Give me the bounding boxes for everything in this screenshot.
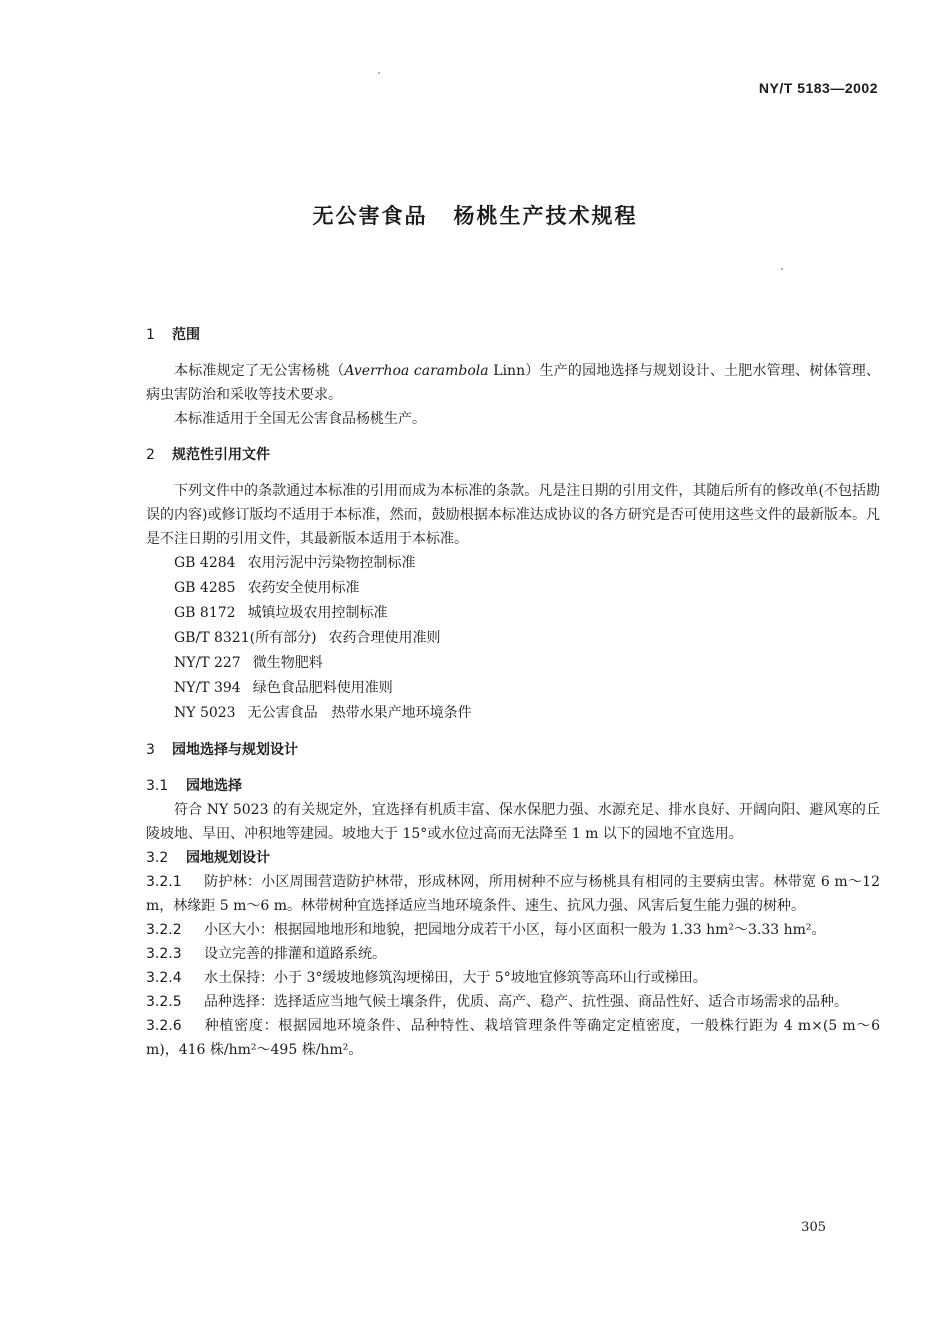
site-selection-paragraph: 符合 NY 5023 的有关规定外，宜选择有机质丰富、保水保肥力强、水源充足、排水良好、开阔向阳、避风寒的丘陵坡地、旱田、冲积地等建园。坡地大于 15°或水位过高而无法降至 1 m 以下的园地不宜选用。 [146, 802, 880, 842]
scope-paragraph-1: 本标准规定了无公害杨桃（Averrhoa carambola Linn）生产的园地选择与规划设计、土肥水管理、树体管理、病虫害防治和采收等技术要求。 [146, 363, 880, 403]
scan-speck [781, 268, 783, 270]
scan-speck [378, 72, 380, 74]
document-body [146, 323, 880, 1062]
clause-3-2-6: 3.2.6 种植密度：根据园地环境条件、品种特性、栽培管理条件等确定定植密度，一般株行距为 4 m×(5 m～6 m)，416 株/hm²～495 株/hm²。 [146, 1018, 880, 1058]
standard-code: NY/T 5183—2002 [758, 80, 878, 96]
subsection-title: 园地规划设计 [186, 850, 270, 866]
section-2-heading [146, 443, 880, 467]
reference-item: GB/T 8321(所有部分) 农药合理使用准则 [174, 630, 441, 646]
section-number: 3 [146, 742, 155, 758]
clause-3-2-2: 3.2.2 小区大小：根据园地地形和地貌，把园地分成若干小区，每小区面积一般为 1.33 hm²～3.33 hm²。 [146, 922, 826, 938]
reference-item: NY/T 394 绿色食品肥料使用准则 [174, 680, 393, 696]
document-title [0, 200, 950, 230]
scope-paragraph-2: 本标准适用于全国无公害食品杨桃生产。 [174, 411, 426, 427]
subsection-number: 3.1 [146, 778, 169, 794]
section-title: 园地选择与规划设计 [172, 742, 298, 758]
subsection-3-2-heading [146, 846, 880, 870]
section-1-heading [146, 323, 880, 347]
subsection-number: 3.2 [146, 850, 169, 866]
subsection-3-1-heading [146, 774, 880, 798]
title-part-1: 无公害食品 [312, 204, 428, 228]
clause-3-2-3: 3.2.3 设立完善的排灌和道路系统。 [146, 946, 386, 962]
section-title: 范围 [172, 327, 200, 343]
clause-3-2-1: 3.2.1 防护林：小区周围营造防护林带，形成林网，所用树种不应与杨桃具有相同的主要病虫害。林带宽 6 m～12 m，林缘距 5 m～6 m。林带树种宜选择适应当地环境条件、速生、抗风力强、风害后复生能力强的树种。 [146, 874, 880, 914]
reference-item: NY 5023 无公害食品 热带水果产地环境条件 [174, 705, 472, 721]
reference-item: GB 4285 农药安全使用标准 [174, 580, 360, 596]
latin-name: Averrhoa carambola [344, 363, 489, 379]
page-number: 305 [801, 1220, 826, 1235]
clause-3-2-5: 3.2.5 品种选择：选择适应当地气候土壤条件，优质、高产、稳产、抗性强、商品性好、适合市场需求的品种。 [146, 994, 848, 1010]
title-part-2: 杨桃生产技术规程 [453, 204, 638, 228]
references-paragraph: 下列文件中的条款通过本标准的引用而成为本标准的条款。凡是注日期的引用文件，其随后所有的修改单(不包括勘误的内容)或修订版均不适用于本标准，然而，鼓励根据本标准达成协议的各方研究是否可使用这些文件的最新版本。凡是不注日期的引用文件，其最新版本适用于本标准。 [146, 483, 880, 547]
section-title: 规范性引用文件 [172, 447, 270, 463]
subsection-title: 园地选择 [186, 778, 242, 794]
clause-3-2-4: 3.2.4 水土保持：小于 3°缓坡地修筑沟埂梯田，大于 5°坡地宜修筑等高环山行或梯田。 [146, 970, 707, 986]
section-number: 2 [146, 447, 155, 463]
reference-item: GB 4284 农用污泥中污染物控制标准 [174, 555, 416, 571]
section-3-heading [146, 738, 880, 762]
reference-item: GB 8172 城镇垃圾农用控制标准 [174, 605, 388, 621]
section-number: 1 [146, 327, 155, 343]
reference-item: NY/T 227 微生物肥料 [174, 655, 323, 671]
reference-list [146, 551, 880, 726]
